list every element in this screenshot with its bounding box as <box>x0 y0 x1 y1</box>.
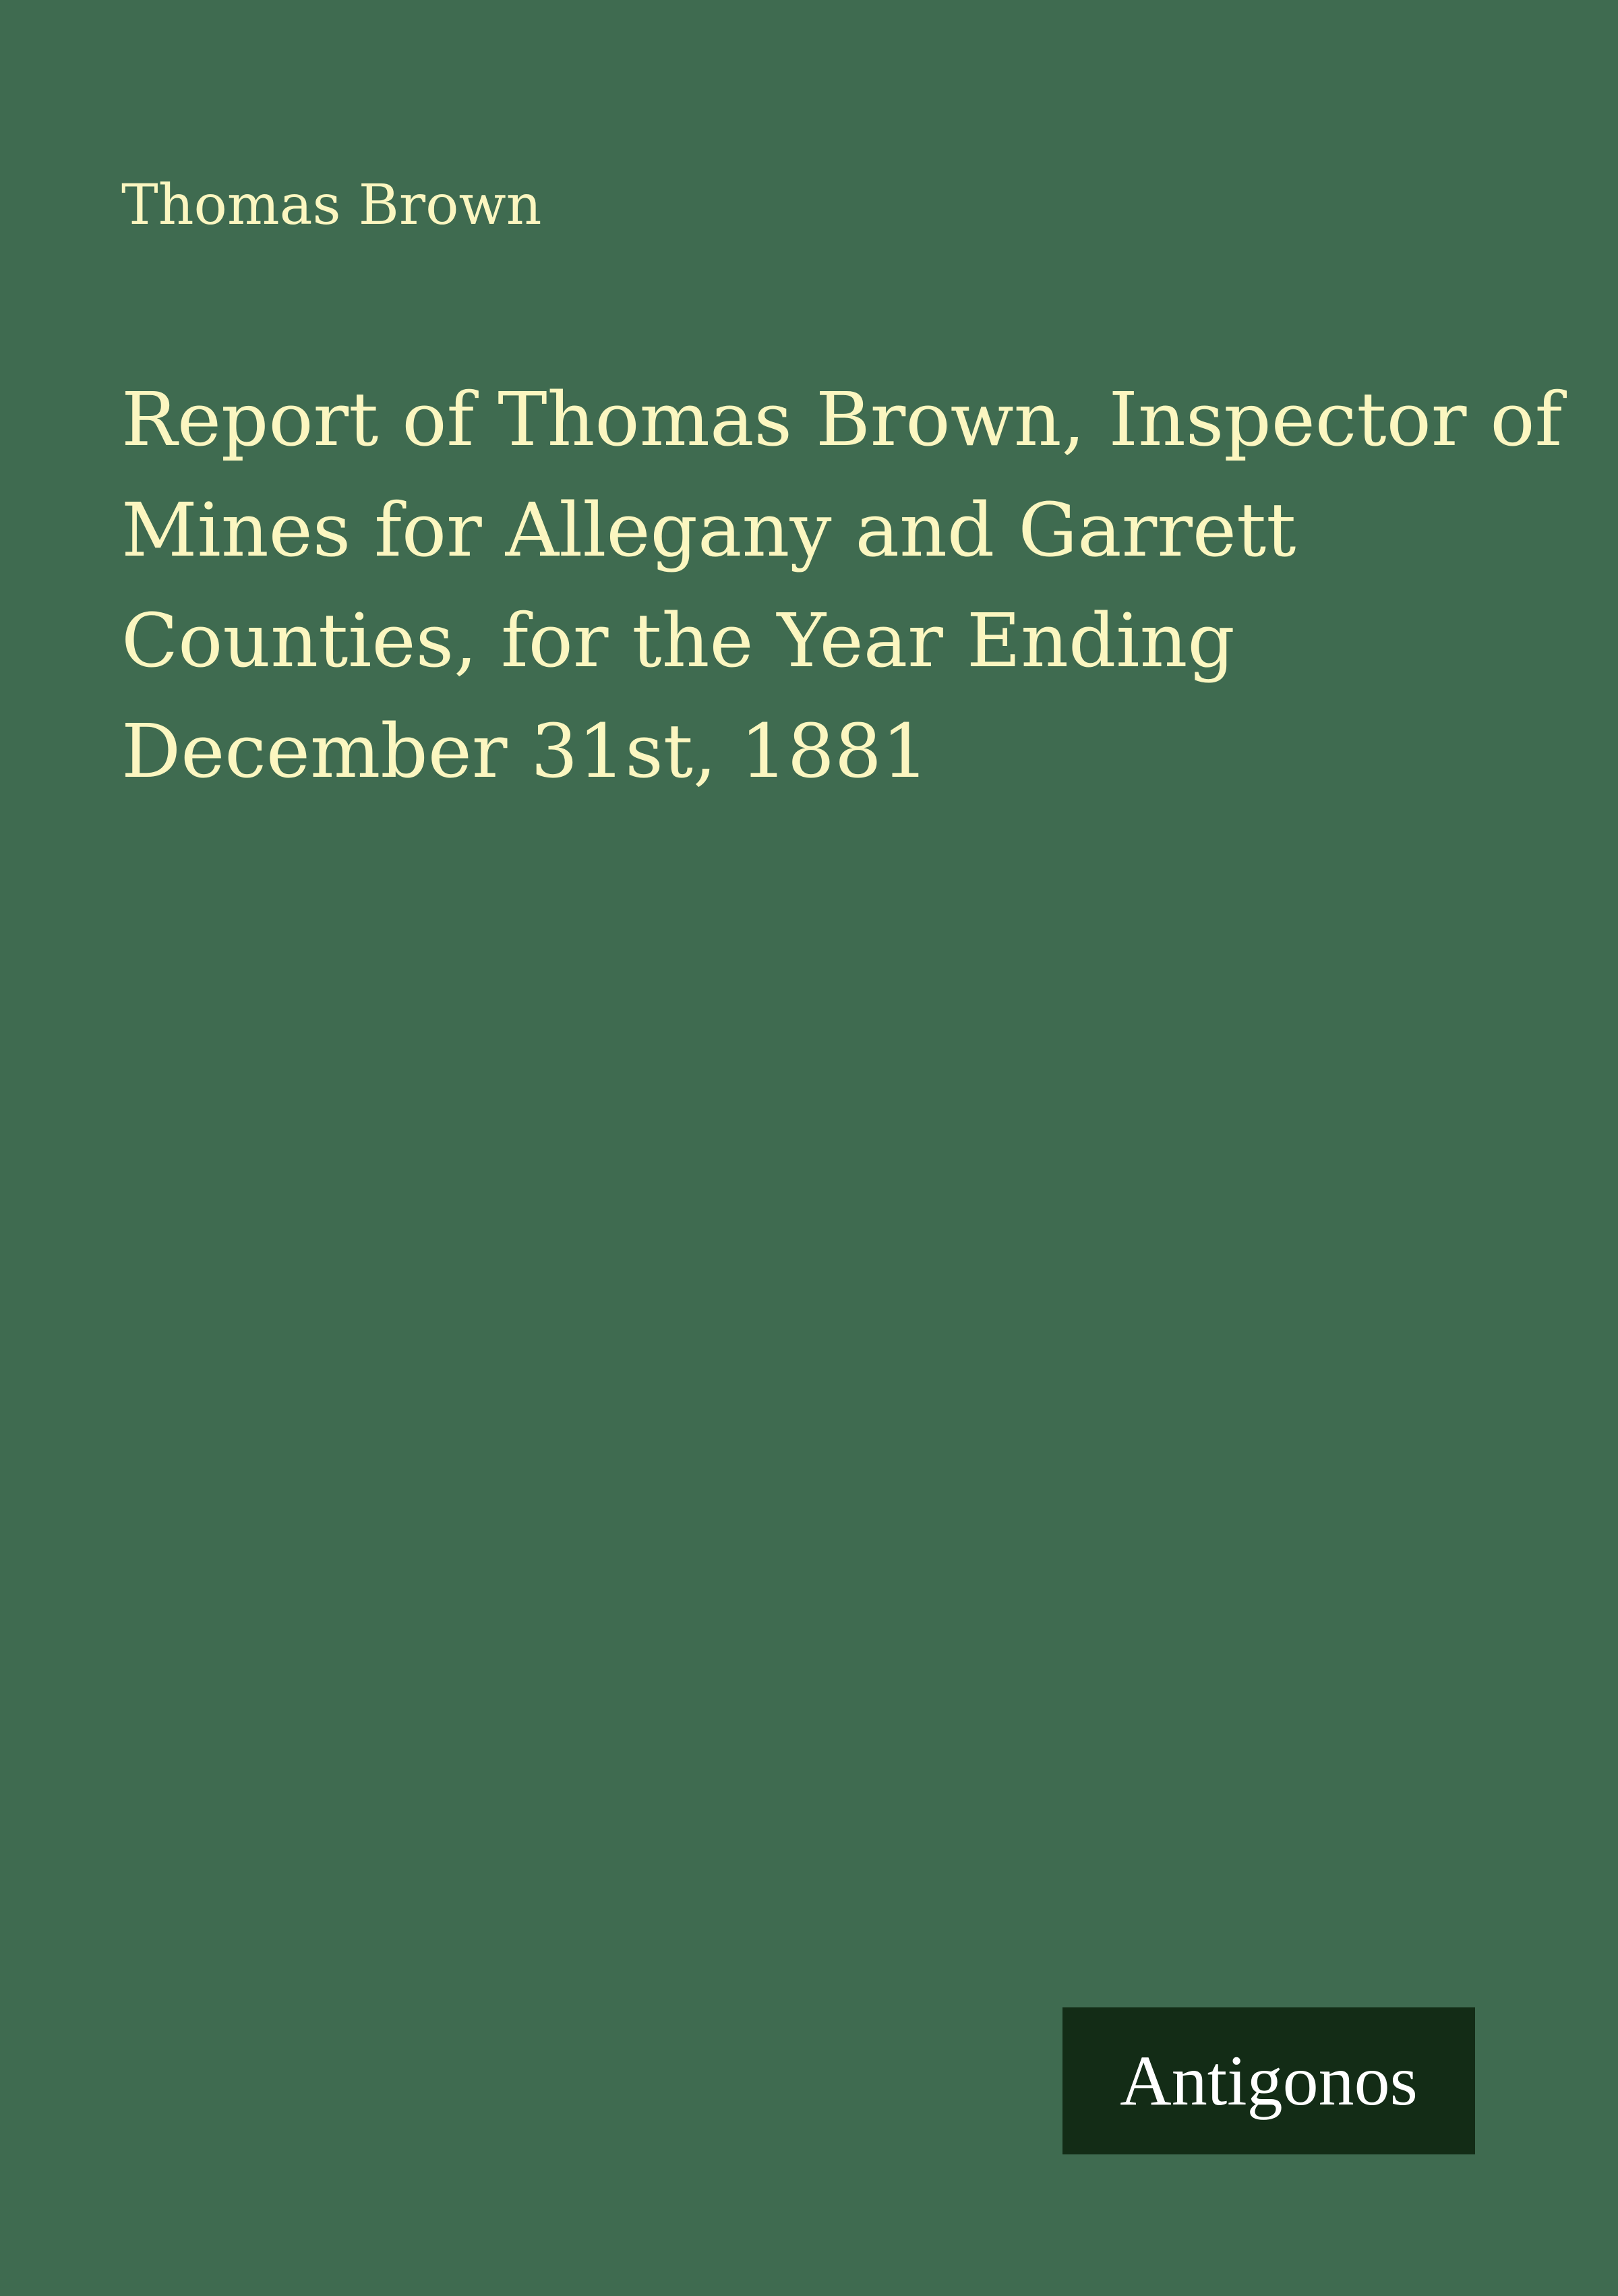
publisher-logo <box>1062 2007 1475 2154</box>
title-line: Report of Thomas Brown, Inspector of <box>121 376 1563 463</box>
book-title <box>121 364 1563 806</box>
publisher-name: Antigonos <box>1120 2041 1418 2120</box>
title-line: Counties, for the Year Ending <box>121 597 1235 684</box>
title-line: December 31st, 1881 <box>121 708 929 794</box>
title-line: Mines for Allegany and Garrett <box>121 487 1296 573</box>
author-name: Thomas Brown <box>121 173 542 237</box>
